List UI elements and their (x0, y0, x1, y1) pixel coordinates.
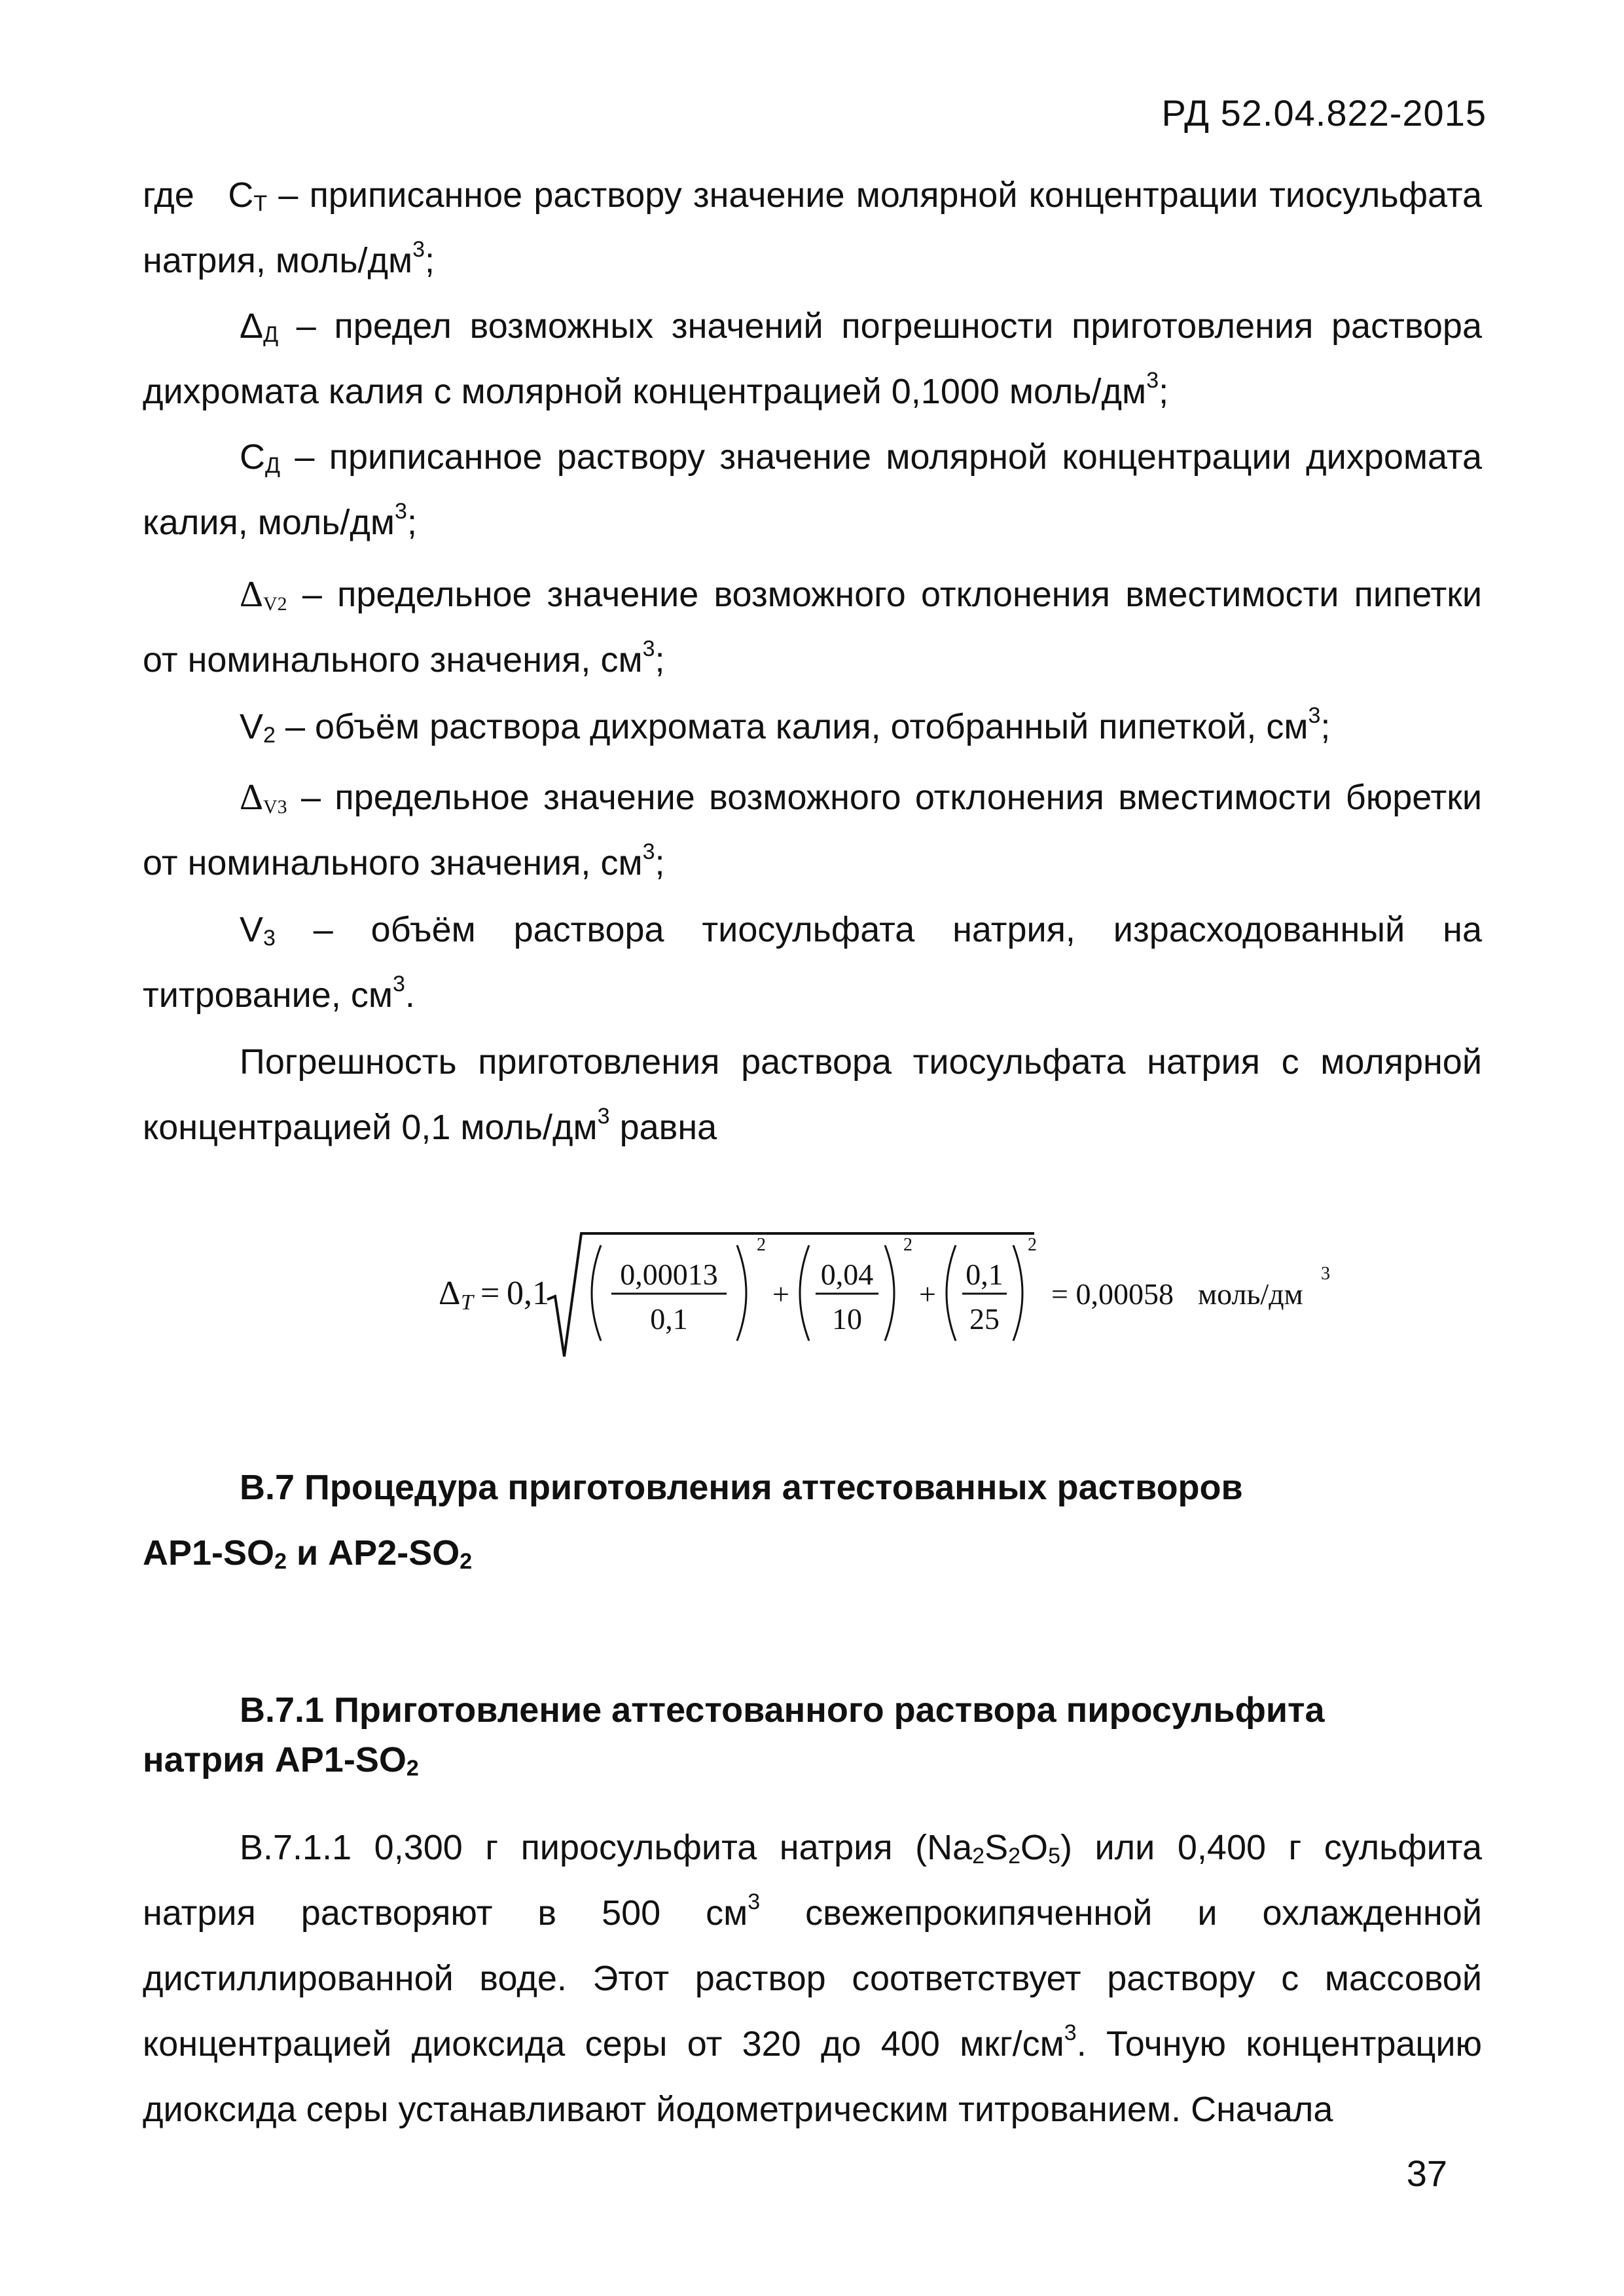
term3-left-paren (947, 1245, 956, 1341)
term2-denominator: 10 (832, 1302, 862, 1336)
formula-lhs-subscript: T (461, 1290, 473, 1315)
unit-power: 3 (597, 1104, 610, 1129)
paragraph-text: O (1020, 1828, 1049, 1867)
unit-power: 3 (412, 237, 425, 262)
term2-numerator: 0,04 (820, 1258, 874, 1291)
definition-cd (143, 424, 1482, 555)
unit-power: 3 (642, 839, 655, 864)
term1-left-paren (592, 1245, 601, 1341)
definition-delta-v2 (143, 562, 1482, 693)
symbol-v: V (240, 910, 264, 949)
heading-line-1: В.7.1 Приготовление аттестованного раствора пиросульфита (240, 1690, 1325, 1730)
definition-delta-v3 (143, 765, 1482, 896)
definition-ct: где $С_Т$ – приписанное раствору значение молярной концентрации тиосульфата натрия, моль/$дм^3$; (143, 175, 1483, 280)
term3-denominator: 25 (969, 1302, 1000, 1336)
paragraph-text: В.7.1.1 0,300 г пиросульфита натрия (Na (240, 1828, 973, 1867)
symbol-delta: Δ (240, 306, 264, 346)
plus-sign-2: + (919, 1277, 936, 1311)
heading-text: АР1-SO (143, 1533, 275, 1573)
term2-power: 2 (903, 1235, 912, 1255)
formula-unit-power: 3 (1321, 1264, 1330, 1284)
paragraph-text: . Точную концентрацию диоксида серы устанавливают йодометрическим титрованием. Сначала (143, 2024, 1482, 2129)
heading-subscript: 2 (274, 1549, 287, 1574)
symbol-v: V (240, 707, 264, 746)
symbol-c: С (240, 437, 265, 477)
subscript-v2: V2 (263, 593, 287, 615)
punctuation: ; (425, 241, 435, 280)
formula-result: = 0,00058 (1051, 1277, 1174, 1311)
formula-lhs-symbol: Δ (439, 1275, 461, 1312)
unit-power: 3 (392, 972, 405, 996)
term1-right-paren (737, 1245, 746, 1341)
definition-text: – предел возможных значений погрешности приготовления раствора дихромата калия с молярной концентрацией 0,1000 моль/дм (143, 306, 1482, 411)
subscript: 2 (972, 1844, 985, 1868)
unit-power: 3 (395, 499, 407, 524)
punctuation: ; (1320, 707, 1331, 746)
intro-text: Погрешность приготовления раствора тиосульфата натрия с молярной концентрацией 0,1 моль/дм (143, 1042, 1482, 1147)
punctuation: ; (655, 640, 665, 680)
heading-text: и АР2-SO (286, 1533, 460, 1573)
section-heading-b7 (143, 1455, 1482, 1586)
symbol-delta: Δ (240, 777, 264, 818)
punctuation: ; (406, 503, 417, 542)
term1-denominator: 0,1 (650, 1302, 688, 1336)
term3-right-paren (1013, 1245, 1022, 1341)
subscript: 5 (1048, 1844, 1060, 1868)
section-heading-b71 (143, 1685, 1482, 1785)
superscript: 3 (748, 1889, 761, 1914)
subscript-t: Т (253, 191, 268, 216)
symbol-delta: Δ (240, 574, 264, 615)
subscript: 2 (1008, 1844, 1021, 1868)
heading-text: натрия АР1-SO (143, 1740, 406, 1779)
term3-power: 2 (1028, 1235, 1037, 1255)
formula-coefficient: 0,1 (507, 1275, 549, 1312)
definition-delta-d (143, 293, 1482, 424)
subscript-d: Д (263, 322, 279, 347)
term2-right-paren (885, 1245, 894, 1341)
subscript-d: Д (265, 453, 281, 478)
error-intro (143, 1029, 1482, 1160)
definition-text: – предельное значение возможного отклонения вместимости пипетки от номинального значения, см (143, 575, 1482, 680)
punctuation: . (405, 975, 415, 1015)
page-number: 37 (1406, 2153, 1447, 2194)
definition-text: – объём раствора дихромата калия, отобранный пипеткой, см (275, 707, 1308, 746)
term2-left-paren (800, 1245, 809, 1341)
definition-text: – приписанное раствору значение молярной концентрации дихромата калия, моль/дм (143, 437, 1482, 542)
paragraph-text: ) или 0,400 г сульфита натрия растворяют в 500 см (143, 1828, 1482, 1933)
error-formula (425, 1205, 1381, 1362)
superscript: 3 (1064, 2020, 1077, 2045)
definition-text: – объём раствора тиосульфата натрия, израсходованный на титрование, см (143, 910, 1482, 1015)
symbol-c: С (228, 175, 254, 215)
definition-v2 (143, 694, 1482, 759)
heading-line-2 (143, 1740, 419, 1779)
definition-text: – приписанное раствору значение молярной концентрации тиосульфата натрия, моль/дм (143, 175, 1483, 280)
subscript-v3: V3 (263, 796, 287, 818)
definition-v3 (143, 897, 1482, 1028)
document-code: РД 52.04.822-2015 (1161, 92, 1487, 134)
heading-subscript: 2 (406, 1756, 419, 1781)
formula-svg (425, 1205, 1381, 1362)
radical-sign (547, 1233, 1034, 1357)
definition-text: – предельное значение возможного отклонения вместимости бюретки от номинального значения, см (143, 778, 1482, 883)
punctuation: ; (655, 843, 665, 883)
paragraph-text: свежепрокипяченной и охлажденной дистиллированной воде. Этот раствор соответствует раствору с массовой концентрацией диоксида серы от 320 до 400 мкг/см (143, 1893, 1482, 2064)
paragraph-text: S (984, 1828, 1009, 1867)
heading-subscript: 2 (460, 1549, 473, 1574)
paragraph-b711 (143, 1815, 1482, 2142)
subscript-3: 3 (263, 926, 276, 951)
formula-unit: моль/дм (1198, 1277, 1303, 1311)
formula-equals: = (480, 1275, 500, 1312)
unit-power: 3 (642, 636, 655, 661)
term1-power: 2 (757, 1235, 766, 1255)
intro-text-end: равна (609, 1108, 717, 1147)
plus-sign-1: + (772, 1277, 789, 1311)
heading-line-2 (143, 1533, 472, 1573)
punctuation: ; (1159, 372, 1169, 411)
heading-line-1: В.7 Процедура приготовления аттестованных растворов (240, 1468, 1243, 1507)
unit-power: 3 (1308, 703, 1321, 728)
term3-numerator: 0,1 (965, 1258, 1003, 1291)
subscript-2: 2 (263, 723, 276, 748)
term1-numerator: 0,00013 (620, 1258, 718, 1291)
unit-power: 3 (1146, 368, 1159, 393)
